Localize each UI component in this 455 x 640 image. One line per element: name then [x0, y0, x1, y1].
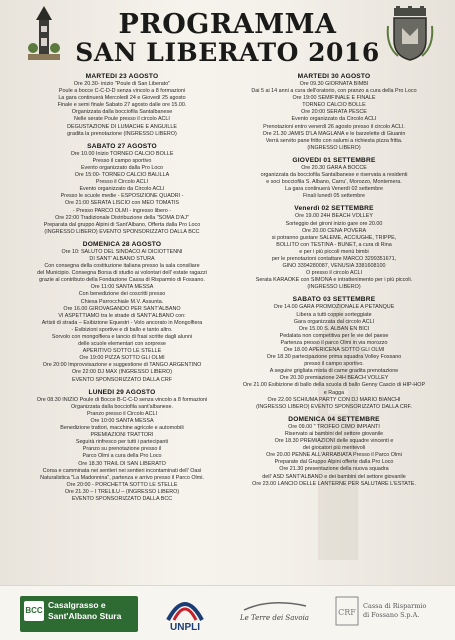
event-line: Presso il Circolo ACLI: [95, 179, 149, 186]
crf-sponsor-logo: [335, 594, 445, 634]
event-line: Ore 20.00 CENA POVERA: [301, 227, 367, 234]
event-line: Evento organizzato da Circolo ACLI: [79, 186, 165, 193]
event-line: Ore 20.30 premiazione 24H BEACH VOLLEY: [279, 375, 389, 382]
day-heading: DOMENICA 28 AGOSTO: [82, 240, 162, 248]
event-line: e soci bocciofila S. Albano, Carru', Morozzo, Montemera.: [266, 179, 402, 186]
event-line: Partenza presso il parco Olmi in via morozzo: [280, 339, 388, 346]
event-day-section: [228, 156, 440, 200]
event-line: Presso il campo sportivo: [92, 157, 152, 164]
unpli-logo: [160, 592, 210, 636]
event-line: - Presso PARCO OLMI - ingresso libero -: [72, 207, 172, 214]
event-line: Ore 18.00 APERICENA SOTTO GLI OLMI: [283, 347, 385, 353]
event-line: Gara organizzata dal circolo ACLI: [293, 318, 375, 325]
event-line: (INGRESSO LIBERO) EVENTO SPONSORIZZATO DALLA CRF.: [256, 403, 412, 410]
event-line: Ore 21:00 SERATA LISCIO con MEO TOMATIS: [65, 200, 179, 207]
event-line: Ore 20.30 GARA A BOCCE: [301, 164, 367, 171]
event-line: Ore 21.30 JAMIS D'LA MAGLANA e le barzelette di Giuanin: [262, 130, 406, 137]
event-line: Pedalata non competitiva per le vie del paese: [279, 332, 389, 339]
crf-name-line2: di Fossano S.p.A.: [363, 611, 420, 619]
event-line: Ore 09.30 GIORNATA BIMBI: [299, 81, 369, 87]
event-line: Ore 21.30 – I TRELILU – (INGRESSO LIBERO): [64, 488, 180, 495]
event-line: Finale e semi finale Sabato 27 agosto dalle ore 15.00.: [57, 102, 187, 109]
event-line: Ore 19.00 24H BEACH VOLLEY: [295, 213, 373, 220]
event-line: Parco Olmi a cura della Pro Loco: [82, 453, 162, 460]
event-line: Preparata dal gruppo Alpini di Sant'Albano, Offerta dalla Pro Loco: [43, 221, 201, 228]
event-line: dei giocatori più meritevoli: [302, 445, 366, 452]
event-line: e per i più piccoli menù bimbi: [299, 248, 369, 255]
event-line: Ore 19:00 SEMIFINALE E FINALE: [292, 95, 376, 102]
day-heading: DOMENICA 04 SETTEMBRE: [288, 415, 380, 423]
event-line: PREMIAZIONI TRATTORI: [90, 432, 154, 439]
crf-mark-icon: [335, 596, 359, 626]
event-line: Naturalistica "La Madonnina", partenza e arrivo presso il Parco Olmi.: [40, 474, 204, 481]
day-heading: SABATO 27 AGOSTO: [87, 142, 157, 150]
event-line: per le prenotazioni contattare MARCO 3299351671,: [271, 255, 397, 262]
event-line: VI ASPETTIAMO tra le strade di SANT'ALBANO con:: [58, 312, 186, 319]
right-program-column: [228, 72, 440, 492]
event-line: Ore 22:00 DJ MAX (INGRESSO LIBERO): [71, 369, 173, 376]
event-line: Ore 20:00 - PORCHETTA SOTTO LE STELLE: [66, 481, 178, 488]
event-line: Ore 10.00 Inizio TORNEO CALCIO BOLLE: [70, 150, 174, 157]
event-line: Ore 18.30 PREMIAZIONI delle squadre vincenti e: [274, 438, 394, 445]
page-title-line2: SAN LIBERATO 2016: [75, 38, 380, 67]
day-heading: SABATO 03 SETTEMBRE: [292, 296, 376, 304]
event-line: GINO 3394280087, VENUSIA 3381608100: [282, 263, 386, 270]
event-line: Corsa e camminata nei sentieri nei sentieri incontaminati dell' Oasi: [42, 467, 202, 474]
event-line: Seguirà rinfresco per tutti i partecipanti: [75, 439, 169, 446]
event-line: Con consegna della costituzione italiana presso la sala consiliare: [44, 263, 200, 270]
event-line: Ore 20.30- inizio "Poule di San Liberato": [73, 81, 171, 87]
day-heading: Venerdì 02 SETTEMBRE: [294, 205, 374, 213]
event-line: Ore 15:00- TORNEO CALCIO BALILLA: [74, 172, 170, 179]
event-line: Ore 18.30 TRAIL DI SAN LIBERATO: [78, 460, 166, 467]
event-line: Ore 20:00 SERATA PESCE: [301, 109, 367, 116]
event-line: Sorvolo con mongolfiera e lancio di frasi scritte dagli alunni: [51, 334, 193, 340]
unpli-mountain-icon: [160, 592, 210, 622]
event-line: APERITIVO SOTTO LE STELLE: [82, 348, 162, 355]
event-line: dell' ASD SANT'ALBANO e dei bambini del settore giovanile: [262, 473, 406, 480]
event-line: Ore 19:00 PIZZA SOTTO GLI OLMI: [79, 355, 165, 362]
event-line: Organizzata dalla bocciofila Santalbanese: [71, 109, 173, 116]
event-day-section: [16, 388, 228, 503]
event-line: Prenotazioni entro venerdì 26 agosto presso il circolo ACLI.: [263, 123, 405, 130]
event-line: La gara continuerà Venerdì 02 settembre: [285, 186, 383, 193]
bcc-name-line2: Sant'Albano Stura: [48, 611, 122, 621]
coat-of-arms-icon: [384, 6, 436, 62]
event-line: Preparate dal Gruppo Alpini offerte dalla Pro Loco: [274, 459, 394, 466]
event-line: Sorteggio dei gironi inizio gare ore 20.00: [285, 220, 383, 227]
event-line: Serata KARAOKE con SIMONA e intrattenimento per i più piccoli.: [255, 277, 413, 284]
event-line: del Municipio. Consegna Borsa di studio ai volontari dell' estate ragazzi: [37, 270, 207, 277]
swoosh-icon: [240, 598, 310, 614]
crf-mark-text: CRF: [338, 608, 356, 617]
event-day-section: [228, 415, 440, 488]
header: [0, 0, 455, 70]
event-line: Ore 14.00 GARA PROMOZIONALE A PETANQUE: [273, 304, 395, 311]
event-line: DI SANT' ALBANO STURA: [89, 255, 155, 262]
event-line: TORNEO CALCIO BOLLE: [302, 102, 366, 109]
event-line: Ore 20:00 Improvvisazione e suggestione di TANGO ARGENTINO: [42, 362, 202, 369]
event-line: Ore 23.00 LANCIO DELLE LANTERNE PER SALUTARE L'ESTATE.: [252, 480, 416, 487]
event-line: delle scuole elementari con sorprese: [78, 341, 166, 348]
bcc-sponsor-logo: [20, 596, 138, 632]
day-heading: GIOVEDI 01 SETTEMBRE: [292, 156, 376, 164]
event-line: Ore 09.00 " TROFEO CIMO IMPIANTI: [288, 423, 380, 430]
event-day-section: [228, 72, 440, 152]
event-line: Poule a bocce C-C-D-D senza vincolo a 8 formazioni: [58, 88, 186, 95]
bcc-name: [48, 600, 121, 622]
event-line: e Ragga: [323, 389, 345, 396]
page-title-line1: PROGRAMMA: [118, 9, 337, 40]
event-line: Ore 22:00 Tradizionale Distribuzione della "SOMA D'AJ": [55, 214, 189, 221]
event-line: Evento organizzato da Circolo ACLI: [291, 116, 377, 123]
event-line: Ore 10: SALUTO DEL SINDACO AI DICIOTTENNI: [61, 248, 183, 255]
day-heading: MARTEDI 30 AGOSTO: [297, 73, 371, 80]
event-line: Finali lunedì 05 settembre: [302, 193, 366, 200]
event-line: Ore 16.00 GIROVAGANDO PER SANT'ALBANO: [63, 305, 181, 312]
event-line: EVENTO SPONSORIZZATO DALLA CRF: [71, 376, 173, 383]
event-line: si potranno gustare SALEME, ACCIUGHE, TRIPPE,: [271, 234, 397, 241]
event-line: (INGRESSO LIBERO) EVENTO SPONSORIZZATO DALLA BCC: [44, 228, 200, 235]
event-line: Evento organizzato dalla Pro Loco: [80, 164, 164, 171]
bcc-name-line1: Casalgrasso e: [48, 600, 106, 610]
event-day-section: [16, 240, 228, 384]
event-line: Ore 18.30 partecipazione prima squadra Volley Fossano: [266, 354, 402, 361]
event-line: Ore 15.00 S. ALBAN EN BICI: [298, 325, 370, 332]
bcc-mark-icon: [24, 601, 44, 621]
event-line: O presso il circolo ACLI: [305, 270, 363, 277]
event-line: Chiesa Parrocchiale M.V. Assunta.: [80, 298, 164, 305]
event-line: (INGRESSO LIBERO): [307, 144, 361, 151]
event-line: Ore 21.30 presentazione della nuova squadra: [279, 466, 389, 473]
event-line: - Esibizioni sportive e di ballo e tanto altro.: [71, 326, 173, 333]
event-line: gradita la prenotazione (INGRESSO LIBERO): [67, 130, 177, 137]
event-day-section: [228, 204, 440, 291]
event-line: Presso le scuole medie - ESPOSIZIONE QUADRI -: [60, 193, 184, 200]
event-line: Organizzata dalla bocciofila sant'albanese.: [70, 403, 174, 410]
event-line: Pranzo presso il Circolo ACLI: [86, 410, 158, 417]
event-line: EVENTO SPONSORIZZATO DALLA BCC: [71, 495, 173, 502]
event-line: Dai 5 ai 14 anni a cura dell'oratorio, con pranzo a cura della Pro Loco: [251, 88, 417, 95]
event-line: (INGRESSO LIBERO): [307, 284, 361, 291]
event-line: Artisti di strada – Esibizione Equestri - Volo ancorato in Mongolfiera: [41, 319, 203, 326]
event-line: DEGUSTAZIONE DI LUMACHE E ANGUILLE: [67, 123, 177, 130]
event-day-section: [228, 295, 440, 410]
day-heading: LUNEDI 29 AGOSTO: [88, 388, 156, 396]
event-line: Ore 22.00 SCHIUMA PARTY CON DJ MARIO BIANCHI: [267, 396, 401, 403]
event-line: Ore 21.00 Esibizione di ballo della scuola di ballo Genny Cascio di HIP-HOP: [242, 382, 426, 389]
event-line: Pranzo su prenotazione presso il: [82, 446, 162, 453]
event-line: Ore 20.00 PENNE ALL'ARRABIATA Presso il Parco Olmi: [266, 452, 402, 459]
crf-name-line1: Cassa di Risparmio: [363, 602, 427, 610]
crf-name: [363, 602, 426, 620]
event-line: presso il campo sportivo.: [304, 361, 364, 368]
event-line: La gara continuerà Mercoledì 24 e Giovedì 25 agosto: [58, 95, 186, 102]
event-line: Verrà servito pane fritto con salumi a richiesta pizza fritta.: [265, 137, 403, 144]
bcc-mark-text: BCC: [25, 606, 43, 615]
day-heading: MARTEDI 23 AGOSTO: [85, 73, 159, 80]
event-line: BOLLITO con TESTINA - BUNET, a cura di Rina: [276, 241, 392, 248]
left-program-column: [16, 72, 228, 507]
event-line: Ore 08.30 INIZIO Poule di Bocce B-C-C-D senza vincolo a 8 formazioni: [36, 396, 208, 403]
event-line: organizzata da bocciofila Santalbanese e riservata a residenti: [260, 172, 408, 179]
terre-dei-savoia-text: Le Terre dei Savoia: [240, 614, 309, 622]
event-line: Riservato ai bambini del settore giovanile: [284, 430, 384, 437]
unpli-text: UNPLI: [170, 622, 200, 633]
event-line: grazie al contributo della Fondazione Cassa di Risparmio di Fossano.: [39, 277, 205, 284]
event-line: A seguire grigliata mista di carne gradita prenotazione: [269, 368, 399, 375]
event-line: Ore 10:00 SANTA MESSA: [90, 417, 154, 424]
event-line: Benedizione trattori, macchine agricole e automobili: [60, 425, 184, 432]
event-day-section: [16, 142, 228, 236]
event-day-section: [16, 72, 228, 138]
event-line: Nelle serate Poule presso il circolo ACLI: [74, 116, 170, 123]
bell-tower-logo-icon: [24, 4, 64, 62]
sponsor-footer: [0, 585, 455, 640]
event-line: Ore 11:00 SANTA MESSA: [90, 284, 154, 291]
terre-dei-savoia-logo: [240, 598, 310, 628]
event-line: Libera a tutti coppie sorteggiate: [296, 311, 372, 318]
event-line: Con benedizione dei coscritti presso: [78, 291, 166, 298]
